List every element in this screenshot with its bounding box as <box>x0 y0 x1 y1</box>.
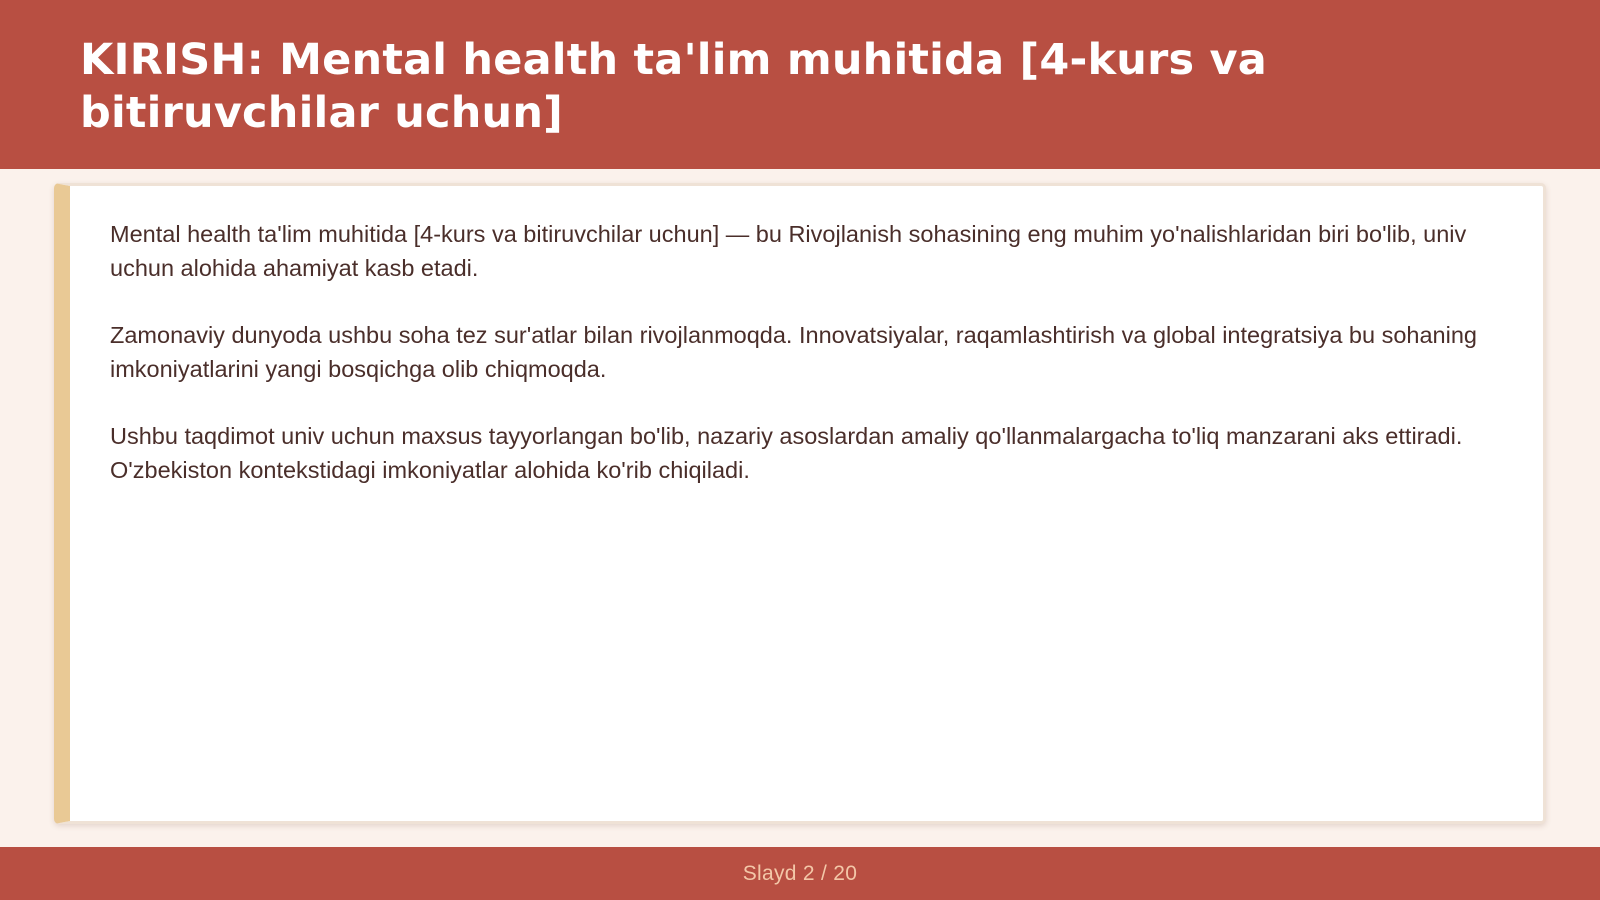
paragraph-modern-world: Zamonaviy dunyoda ushbu soha tez sur'atlar bilan rivojlanmoqda. Innovatsiyalar, raqamlashtirish va global integratsiya bu sohaning imkoniyatlarini yangi bosqichga olib chiqmoqda. <box>110 322 1477 382</box>
paragraph-presentation-scope: Ushbu taqdimot univ uchun maxsus tayyorlangan bo'lib, nazariy asoslardan amaliy qo'llanmalargacha to'liq manzarani aks ettiradi. O'zbekiston kontekstidagi imkoniyatlar alohida ko'rib chiqiladi. <box>110 423 1463 483</box>
slide-title: KIRISH: Mental health ta'lim muhitida [4-kurs va bitiruvchilar uchun] <box>80 35 1267 138</box>
content-card <box>54 183 1546 824</box>
slide-footer <box>0 847 1600 900</box>
slide-number: Slayd 2 / 20 <box>742 861 858 885</box>
paragraph-intro: Mental health ta'lim muhitida [4-kurs va bitiruvchilar uchun] — bu Rivojlanish sohasining eng muhim yo'nalishlaridan biri bo'lib, univ uchun alohida ahamiyat kasb etadi. <box>110 221 1467 281</box>
slide-header <box>0 0 1600 169</box>
